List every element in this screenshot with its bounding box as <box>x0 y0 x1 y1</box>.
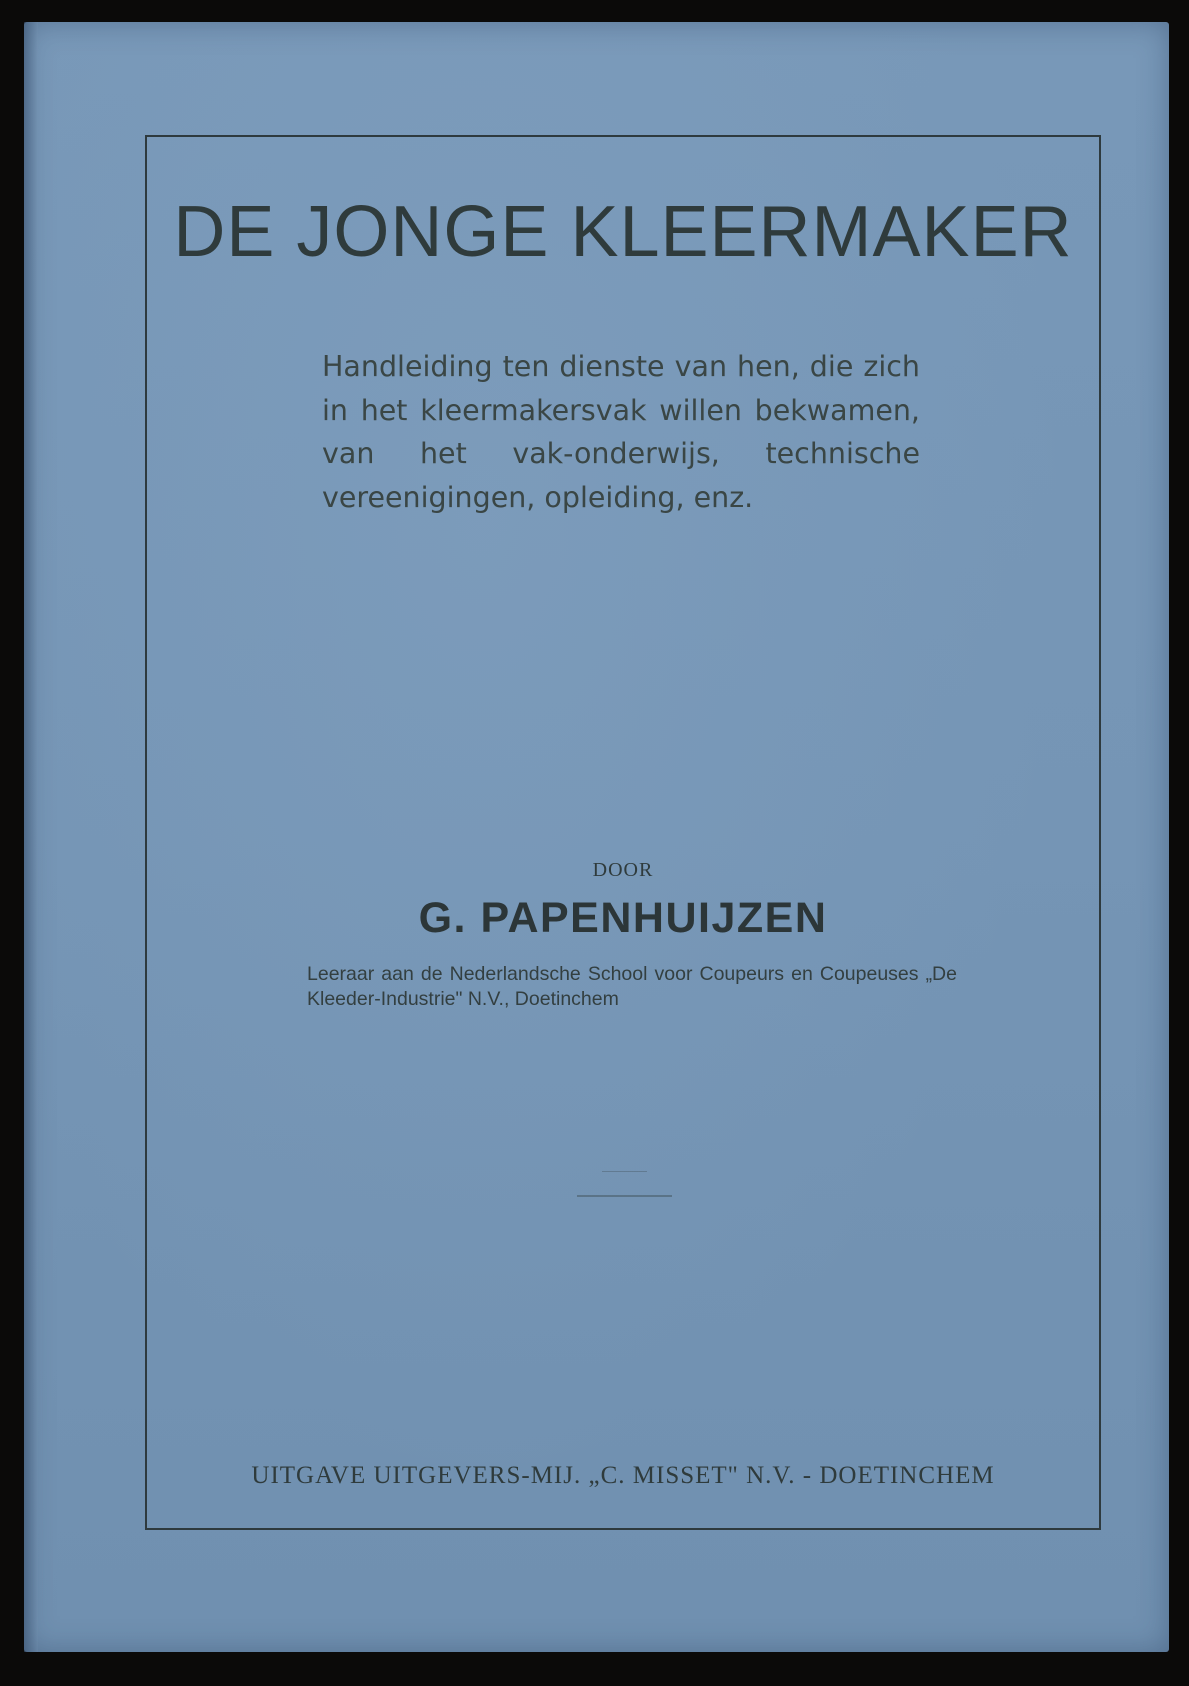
cover-frame <box>145 135 1101 1530</box>
book-title: DE JONGE KLEERMAKER <box>173 192 1073 272</box>
spine-edge <box>24 22 38 1652</box>
ornament-rule <box>577 1195 672 1197</box>
publisher-line: UITGAVE UITGEVERS-MIJ. „C. MISSET" N.V. - DOETINCHEM <box>251 1462 995 1489</box>
author-name: G. PAPENHUIJZEN <box>418 894 828 942</box>
author-affiliation: Leeraar aan de Nederlandsche School voor Coupeurs en Coupeuses „De Kleeder-Industrie" N.V., Doetinchem <box>307 963 957 1010</box>
book-subtitle: Handleiding ten dienste van hen, die zich in het kleermakersvak willen bekwamen, van het vak-onderwijs, technische vereenigingen, opleiding, enz. <box>322 350 920 514</box>
by-label: DOOR <box>592 859 654 881</box>
ornament-rule-small <box>602 1171 647 1172</box>
book-cover <box>24 22 1169 1652</box>
